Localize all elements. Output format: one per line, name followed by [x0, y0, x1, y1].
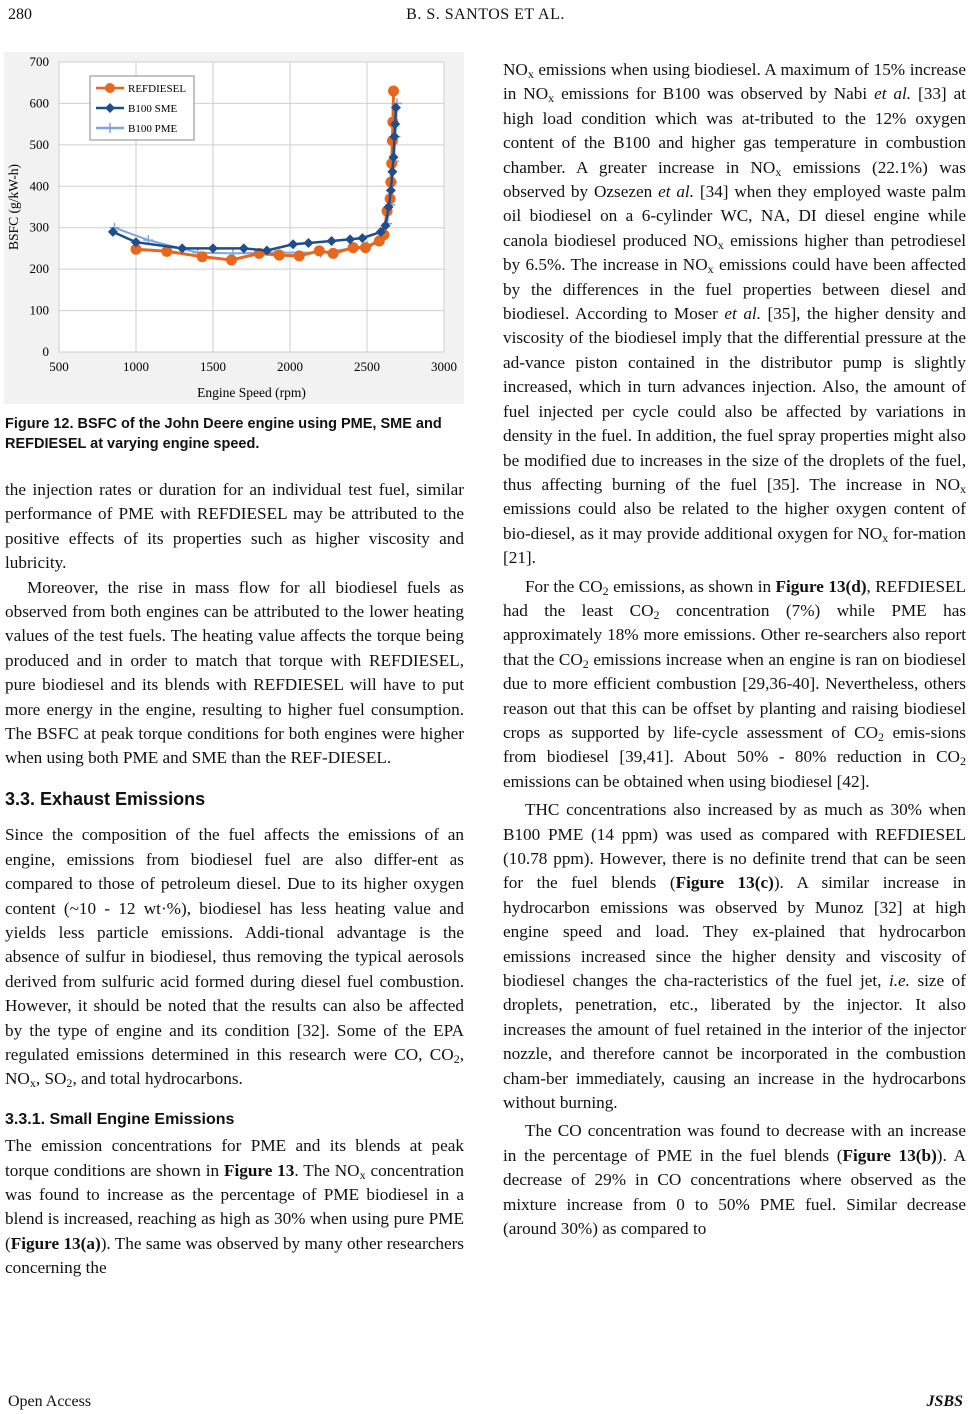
x-tick-label: 500 [49, 359, 69, 374]
legend-label: B100 PME [128, 123, 178, 135]
chart-legend [90, 76, 194, 140]
legend-label: B100 SME [128, 103, 178, 115]
data-point [274, 250, 285, 261]
y-tick-label: 100 [29, 302, 49, 318]
legend-label: REFDIESEL [128, 83, 187, 95]
data-point [328, 248, 339, 259]
paragraph: The CO concentration was found to decrease with an increase in the percentage of PME in the fuel blends (Figure 13(b)). A decrease of 29% in CO concentrations where observed as the mixture increase from 0 to 50% PME fuel. Similar decrease (around 30%) as compared to [503, 1121, 966, 1239]
y-tick-label: 0 [42, 344, 49, 359]
x-tick-label: 3000 [431, 359, 457, 374]
bsfc-chart [4, 52, 464, 404]
left-column [5, 478, 464, 1281]
x-tick-label: 2000 [277, 359, 303, 374]
running-head-authors: B. S. SANTOS ET AL. [406, 6, 565, 23]
data-point [294, 250, 305, 261]
x-axis-label: Engine Speed (rpm) [197, 385, 306, 400]
y-tick-label: 200 [29, 261, 49, 277]
data-point [314, 245, 325, 256]
page-footer [8, 1393, 963, 1413]
page-number: 280 [8, 6, 32, 23]
data-point [197, 251, 208, 262]
subsection-heading: 3.3.1. Small Engine Emissions [5, 1110, 235, 1128]
y-tick-label: 600 [29, 95, 49, 111]
x-tick-label: 2500 [354, 359, 380, 374]
data-point [360, 242, 371, 253]
paragraph: For the $CO_2$ emissions, as shown in Figure 13(d), REFDIESEL had the least $CO_2$ concentration (7%) while PME has approximately 18% more emissions. Other re-searchers also report that the $CO_2$ emissions increase when an engine is ran on biodiesel due to more efficient combustion [29,36-40]. Nevertheless, others reason out that this can be offset by planting and raising biodiesel crops as supported by life-cycle assessment of $CO_2$ emis-sions from biodiesel [39,41]. About 50% - 80% reduction in $CO_2$ emissions can be obtained when using biodiesel [42]. [503, 576, 967, 791]
paragraph: Since the composition of the fuel affects the emissions of an engine, emissions from biodiesel fuel are also differ-ent as compared to those of petroleum diesel. Due to its higher oxygen content (~10 - 12 wt·%), biodiesel has less heating value and yields less particle emissions. Addi-tional advantage is the absence of sulfur in biodiesel, thus removing the typical aerosols derived from sulfuric acid formed during diesel fuel combustion. However, it should be noted that the results can also be affected by the type of engine and its condition [32]. Some of the EPA regulated emissions determined in this research were CO, $CO_2$, $NO_x$, $SO_2$, and total hydrocarbons. [5, 825, 464, 1091]
x-tick-label: 1000 [123, 359, 149, 374]
paragraph: $NO_x$ emissions when using biodiesel. A maximum of 15% increase in $NO_x$ emissions for B100 was observed by Nabi et al. [33] at high load condition which was at-tributed to the 12% oxygen content of the B100 and higher gas temperature in combustion chamber. A greater increase in $NO_x$ emissions (22.1%) was observed by Ozsezen et al. [34] when they employed waste palm oil biodiesel on a 6-cylinder WC, NA, DI diesel engine while canola biodiesel produced $NO_x$ emissions higher than petrodiesel by 6.5%. The increase in $NO_x$ emissions could have been affected by the differences in the fuel properties between diesel and biodiesel. According to Moser et al. [35], the higher density and viscosity of the biodiesel imply that the differential pressure at the ad-vance piston contained in the distributor pump is slightly increased, which in turn advances injection. Also, the amount of fuel injected per cycle could also be affected by variations in density in the fuel. In addition, the fuel spray properties might also be modified due to increases in the size of the droplets of the fuel, thus affecting burning of the fuel [35]. The increase in $NO_x$ emissions could also be related to the higher oxygen content of bio-diesel, as it may provide additional oxygen for $NO_x$ for-mation [21]. [503, 60, 967, 568]
page-header [8, 6, 963, 28]
data-point [388, 86, 399, 97]
y-axis-label: BSFC (g/kW-h) [6, 164, 21, 250]
paragraph: Moreover, the rise in mass flow for all biodiesel fuels as observed from both engines can be attributed to the lower heating values of the test fuels. The heating value affects the torque being produced and in order to match that torque with REFDIESEL, pure biodiesel and its blends with REFDIESEL will have to put more energy in the engine, resulting to higher fuel consumption. The BSFC at peak torque conditions for both engines were higher when using both PME and SME than the REF-DIESEL. [5, 577, 464, 768]
y-tick-label: 400 [29, 178, 49, 194]
x-tick-label: 1500 [200, 359, 226, 374]
right-column [503, 58, 966, 1242]
footer-journal: JSBS [926, 1393, 963, 1410]
figure-caption: Figure 12. BSFC of the John Deere engine using PME, SME and REFDIESEL at varying engine speed. [5, 416, 442, 452]
section-heading: 3.3. Exhaust Emissions [5, 788, 206, 809]
data-point [348, 242, 359, 253]
y-tick-label: 300 [29, 219, 49, 235]
paragraph: the injection rates or duration for an individual test fuel, similar performance of PME with REFDIESEL may be attributed to the positive effects of its properties such as higher viscosity and lubricity. [5, 480, 464, 573]
footer-open-access: Open Access [8, 1393, 92, 1410]
paragraph: The emission concentrations for PME and its blends at peak torque conditions are shown in Figure 13. The $NO_x$ concentration was found to increase as the percentage of PME biodiesel in a blend is increased, reaching as high as 30% when using pure PME (Figure 13(a)). The same was observed by many other researchers concerning the [5, 1136, 464, 1278]
paragraph: THC concentrations also increased by as much as 30% when B100 PME (14 ppm) was used as compared with REFDIESEL (10.78 ppm). However, there is no definite trend that can be seen for the fuel blends (Figure 13(c)). A similar increase in hydrocarbon emissions was observed by Munoz [32] at high engine speed and load. They ex-plained that hydrocarbon emissions increased since the higher density and viscosity of biodiesel changes the cha-racteristics of the fuel jet, i.e. size of droplets, penetration, etc., liberated by the injector. It also increases the amount of fuel retained in the interior of the injector nozzle, and therefore cannot be incorporated in the combustion cham-ber immediately, causing an increase in the hydrocarbons without burning. [503, 800, 966, 1113]
data-point [226, 255, 237, 266]
y-tick-label: 500 [29, 136, 49, 152]
y-tick-label: 700 [29, 54, 49, 69]
legend-marker [105, 83, 115, 93]
